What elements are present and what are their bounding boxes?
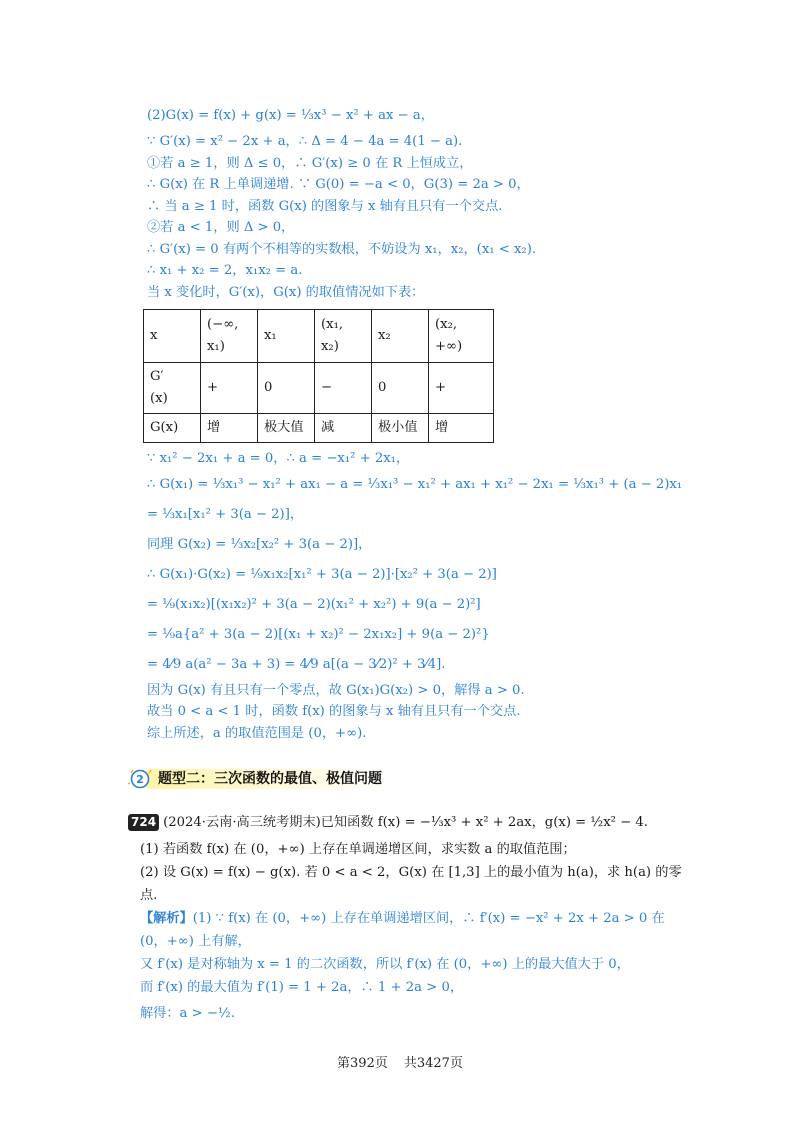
solution-line: 因为 G(x) 有且只有一个零点，故 G(x₁)G(x₂) > 0，解得 a > 0. (147, 682, 525, 698)
problem-stem: (2024·云南·高三统考期末)已知函数 f(x) = −⅓x³ + x² + 2ax，g(x) = ½x² − 4. (163, 815, 648, 830)
table-cell: 极大值 (258, 414, 315, 443)
solution-line: (2)G(x) = f(x) + g(x) = ⅓x³ − x² + ax − a， (147, 108, 434, 123)
analysis-line: 解得：a > −½. (140, 1006, 235, 1021)
table-cell: 减 (315, 414, 372, 443)
table-cell: (−∞, x₁) (201, 310, 258, 363)
analysis-line (140, 907, 788, 930)
page-number: 第392页 (337, 1056, 388, 1071)
table-cell: (x₂, +∞) (429, 310, 494, 363)
solution-line: ∵ x₁² − 2x₁ + a = 0，∴ a = −x₁² + 2x₁， (147, 451, 410, 466)
table-cell: 增 (201, 414, 258, 443)
analysis-line: 又 f′(x) 是对称轴为 x = 1 的二次函数，所以 f′(x) 在 (0，+∞) 上的最大值大于 0， (140, 957, 630, 972)
table-cell: + (201, 363, 258, 414)
problem-stem-line (128, 808, 788, 838)
analysis-text: (1) ∵ f(x) 在 (0，+∞) 上存在单调递增区间，∴ f′(x) = −x² + 2x + 2a > 0 在 (192, 911, 665, 926)
solution-line: ∴ G(x₁)·G(x₂) = ⅑x₁x₂[x₁² + 3(a − 2)]·[x₂² + 3(a − 2)] (147, 566, 497, 582)
solution-line: 故当 0 < a < 1 时，函数 f(x) 的图象与 x 轴有且只有一个交点. (147, 704, 521, 719)
solution-line: = ⅑a{a² + 3(a − 2)[(x₁ + x₂)² − 2x₁x₂] + 9(a − 2)²} (147, 626, 490, 642)
table-cell: + (429, 363, 494, 414)
solution-line: = ⅓x₁[x₁² + 3(a − 2)]， (147, 506, 304, 522)
solution-part2 (147, 100, 787, 303)
total-pages: 共3427页 (403, 1056, 463, 1071)
solution-line: ①若 a ≥ 1，则 Δ ≤ 0，∴ G′(x) ≥ 0 在 R 上恒成立， (147, 155, 473, 171)
solution-continued (147, 448, 787, 744)
problem-number: 724 (128, 814, 159, 831)
table-row (144, 363, 494, 414)
solution-line: 同理 G(x₂) = ⅓x₂[x₂² + 3(a − 2)]， (147, 536, 372, 552)
section-badge-number: 2 (136, 773, 144, 786)
table-cell: x₂ (372, 310, 429, 363)
section-badge-icon (128, 767, 154, 791)
table-cell: x (144, 310, 201, 363)
analysis-line: (0，+∞) 上有解， (140, 934, 251, 949)
solution-line: ②若 a < 1，则 Δ > 0， (147, 220, 295, 235)
solution-line: = ⅑(x₁x₂)[(x₁x₂)² + 3(a − 2)(x₁² + x₂²) + 9(a − 2)²] (147, 596, 481, 612)
table-cell: G′ (x) (144, 363, 201, 414)
table-cell: − (315, 363, 372, 414)
analysis-tag: 【解析】 (140, 911, 193, 926)
table-row (144, 414, 494, 443)
table-cell: x₁ (258, 310, 315, 363)
page-footer (0, 1052, 800, 1071)
solution-line: ∴ G(x) 在 R 上单调递增. ∵ G(0) = −a < 0，G(3) = 2a > 0， (147, 177, 530, 192)
table-cell: G(x) (144, 414, 201, 443)
solution-line: = 4⁄9 a(a² − 3a + 3) = 4⁄9 a[(a − 3⁄2)² + 3⁄4]. (147, 656, 446, 672)
table-cell: (x₁, x₂) (315, 310, 372, 363)
question-2-cont: 点. (140, 888, 158, 903)
table-cell: 增 (429, 414, 494, 443)
solution-line: 当 x 变化时，G′(x)，G(x) 的取值情况如下表： (147, 284, 425, 300)
table-cell: 0 (372, 363, 429, 414)
question-1: (1) 若函数 f(x) 在 (0，+∞) 上存在单调递增区间，求实数 a 的取值范围； (140, 842, 576, 857)
table-cell: 0 (258, 363, 315, 414)
solution-line: ∴ x₁ + x₂ = 2，x₁x₂ = a. (147, 263, 303, 278)
solution-line: ∵ G′(x) = x² − 2x + a，∴ Δ = 4 − 4a = 4(1 − a). (147, 134, 463, 149)
problem-block (128, 808, 788, 1029)
solution-line: ∴ G(x₁) = ⅓x₁³ − x₁² + ax₁ − a = ⅓x₁³ − x₁² + ax₁ + x₁² − 2x₁ = ⅓x₁³ + (a − 2)x₁ (147, 476, 683, 492)
table-cell: 极小值 (372, 414, 429, 443)
solution-line: 综上所述，a 的取值范围是 (0，+∞). (147, 725, 367, 741)
variation-table (143, 309, 494, 443)
section-title: 题型二：三次函数的最值、极值问题 (158, 771, 382, 787)
solution-line: ∴ G′(x) = 0 有两个不相等的实数根，不妨设为 x₁，x₂，(x₁ < x₂). (147, 241, 537, 257)
question-2: (2) 设 G(x) = f(x) − g(x). 若 0 < a < 2，G(x) 在 [1,3] 上的最小值为 h(a)，求 h(a) 的零 (140, 865, 682, 880)
solution-line: ∴ 当 a ≥ 1 时，函数 G(x) 的图象与 x 轴有且只有一个交点. (147, 198, 503, 214)
analysis-line: 而 f′(x) 的最大值为 f′(1) = 1 + 2a，∴ 1 + 2a > 0， (140, 980, 464, 995)
table-row (144, 310, 494, 363)
